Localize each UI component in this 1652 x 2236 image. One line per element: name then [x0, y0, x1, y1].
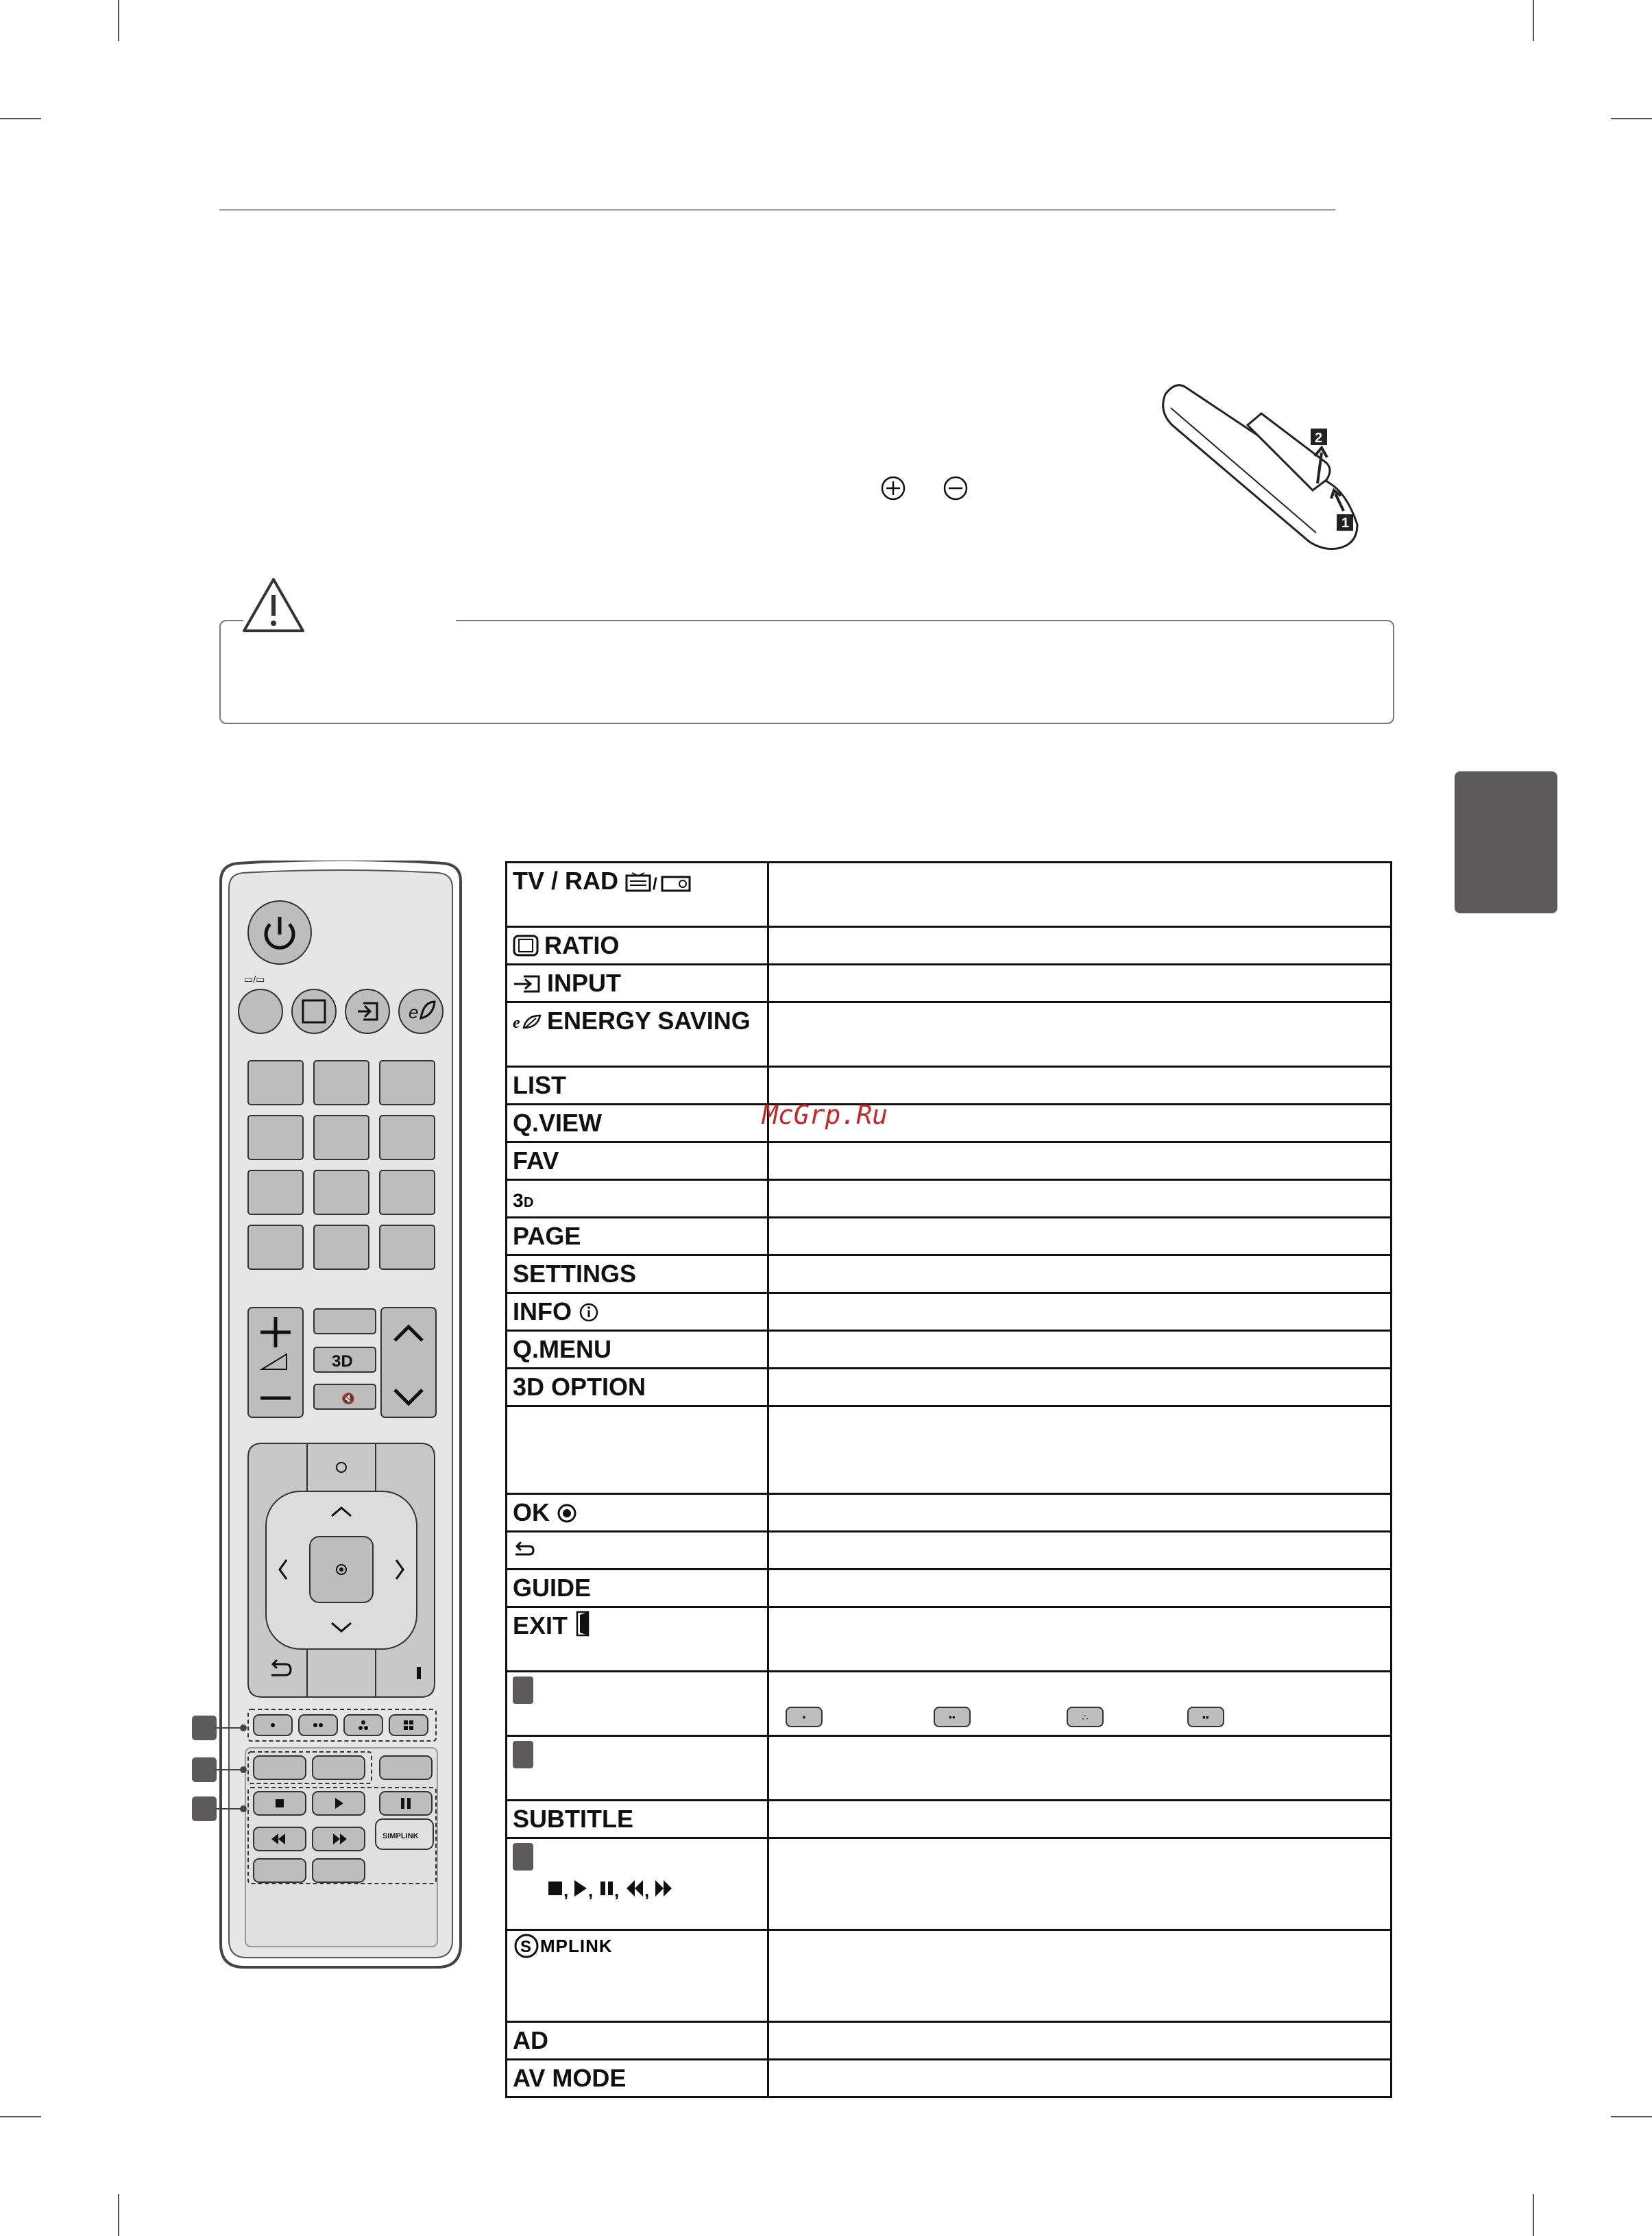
watermark: McGrp.Ru — [762, 1100, 888, 1130]
key-cell — [507, 1105, 768, 1142]
table-row — [507, 1672, 1392, 1736]
key-cell — [507, 1406, 768, 1494]
ratio-icon — [513, 935, 539, 957]
svg-text:▭/▭: ▭/▭ — [244, 974, 265, 985]
svg-text:1: 1 — [1341, 516, 1350, 531]
section-tab — [1455, 771, 1557, 913]
desc-cell — [768, 1801, 1391, 1838]
callout-line — [215, 1769, 243, 1770]
key-cell — [507, 1570, 768, 1607]
minus-icon — [942, 474, 969, 502]
desc-cell — [768, 1002, 1391, 1067]
callout-dot — [240, 1724, 247, 1731]
key-label: 3D OPTION — [513, 1373, 646, 1401]
key-label: Q.MENU — [513, 1335, 611, 1363]
energy-saving-icon — [513, 1011, 542, 1032]
callout-badge-2 — [192, 1757, 217, 1782]
desc-cell — [768, 1736, 1391, 1801]
key-label: Q.VIEW — [513, 1109, 603, 1137]
key-label: GUIDE — [513, 1574, 592, 1602]
svg-text:,: , — [588, 1880, 594, 1901]
key-label: ENERGY SAVING — [547, 1007, 751, 1035]
table-row — [507, 1142, 1392, 1180]
simplink-icon — [513, 1932, 643, 1960]
green-button-icon: •• — [934, 1707, 971, 1727]
table-row — [507, 1406, 1392, 1494]
caution-icon — [241, 576, 306, 634]
callout-badge-3 — [513, 1843, 533, 1871]
playback-icons — [547, 1875, 705, 1902]
desc-cell — [768, 1930, 1391, 2022]
key-cell — [507, 1180, 768, 1218]
table-row — [507, 1801, 1392, 1838]
svg-text:2: 2 — [1315, 431, 1323, 446]
remote-control-illustration — [218, 861, 463, 1971]
table-row — [507, 2060, 1392, 2097]
svg-text:/: / — [653, 875, 657, 892]
desc-cell — [768, 2060, 1391, 2097]
key-description-table — [505, 861, 1392, 2098]
callout-dot — [240, 1805, 247, 1812]
callout-badge-1 — [513, 1676, 533, 1704]
key-cell — [507, 965, 768, 1002]
table-row — [507, 863, 1392, 927]
key-label: LIST — [513, 1071, 566, 1099]
key-cell — [507, 863, 768, 927]
table-row — [507, 1105, 1392, 1142]
svg-text:,: , — [644, 1880, 650, 1901]
desc-cell — [768, 1532, 1391, 1570]
callout-badge-2 — [513, 1741, 533, 1768]
crop-mark — [0, 2116, 41, 2117]
desc-cell — [768, 1369, 1391, 1406]
desc-cell — [768, 1672, 1391, 1736]
table-row — [507, 1369, 1392, 1406]
red-button-icon: • — [786, 1707, 823, 1727]
key-cell — [507, 1672, 768, 1736]
key-cell — [507, 1255, 768, 1293]
table-row — [507, 1002, 1392, 1067]
table-row — [507, 2022, 1392, 2060]
key-cell — [507, 1002, 768, 1067]
key-label: AD — [513, 2026, 548, 2054]
crop-mark — [1533, 0, 1534, 41]
key-cell — [507, 1369, 768, 1406]
tv-radio-icon — [625, 871, 694, 892]
key-label: INFO — [513, 1297, 572, 1325]
desc-cell — [768, 863, 1391, 927]
info-icon — [579, 1302, 599, 1323]
key-cell — [507, 1067, 768, 1105]
crop-mark — [118, 2194, 119, 2236]
svg-text:,: , — [614, 1880, 620, 1901]
key-label: PAGE — [513, 1222, 581, 1250]
table-row — [507, 1607, 1392, 1672]
key-cell — [507, 1801, 768, 1838]
desc-cell — [768, 1331, 1391, 1369]
desc-cell — [768, 1255, 1391, 1293]
desc-cell — [768, 1838, 1391, 1930]
key-label: SETTINGS — [513, 1260, 637, 1288]
svg-text:3: 3 — [513, 1190, 524, 1210]
key-cell — [507, 1607, 768, 1672]
blue-button-icon: ▪▪ — [1187, 1707, 1224, 1727]
key-cell — [507, 2060, 768, 2097]
input-icon — [513, 974, 542, 994]
crop-mark — [118, 0, 119, 41]
desc-cell — [768, 1406, 1391, 1494]
key-cell — [507, 1838, 768, 1930]
svg-text:e: e — [409, 1002, 419, 1022]
key-cell — [507, 1218, 768, 1255]
desc-cell — [768, 1494, 1391, 1532]
key-label: OK — [513, 1498, 550, 1526]
key-cell — [507, 2022, 768, 2060]
key-label: TV / RAD — [513, 867, 619, 895]
key-cell — [507, 1494, 768, 1532]
table-row — [507, 1930, 1392, 2022]
key-cell — [507, 1293, 768, 1331]
svg-text:MPLINK: MPLINK — [540, 1936, 613, 1956]
svg-text:🔇: 🔇 — [341, 1393, 355, 1405]
plus-icon — [879, 474, 907, 502]
exit-icon — [574, 1611, 591, 1637]
table-row — [507, 1532, 1392, 1570]
key-label: INPUT — [547, 969, 621, 997]
desc-cell — [768, 1180, 1391, 1218]
table-row — [507, 1331, 1392, 1369]
desc-cell — [768, 965, 1391, 1002]
desc-cell — [768, 1570, 1391, 1607]
key-cell — [507, 1930, 768, 2022]
table-row — [507, 927, 1392, 965]
desc-cell — [768, 1607, 1391, 1672]
desc-cell — [768, 1293, 1391, 1331]
crop-mark — [1533, 2194, 1534, 2236]
crop-mark — [1611, 2116, 1652, 2117]
table-row — [507, 1180, 1392, 1218]
svg-text:,: , — [563, 1880, 569, 1901]
key-cell — [507, 927, 768, 965]
table-row — [507, 1255, 1392, 1293]
key-cell — [507, 1532, 768, 1570]
desc-cell — [768, 1067, 1391, 1105]
table-row — [507, 1494, 1392, 1532]
key-cell — [507, 1331, 768, 1369]
yellow-button-icon: ∴ — [1067, 1707, 1104, 1727]
battery-cover-illustration — [1158, 381, 1378, 559]
table-row — [507, 1067, 1392, 1105]
callout-line — [215, 1808, 243, 1810]
3d-icon — [513, 1189, 540, 1210]
key-label: AV MODE — [513, 2064, 627, 2092]
table-row — [507, 1838, 1392, 1930]
crop-mark — [0, 118, 41, 119]
svg-text:e: e — [513, 1014, 520, 1032]
crop-mark — [1611, 118, 1652, 119]
key-label: RATIO — [544, 931, 620, 959]
desc-cell — [768, 2022, 1391, 2060]
callout-dot — [240, 1766, 247, 1773]
header-rule — [219, 209, 1335, 211]
key-label: EXIT — [513, 1611, 568, 1639]
desc-cell — [768, 1218, 1391, 1255]
table-row — [507, 1218, 1392, 1255]
svg-text:D: D — [524, 1195, 534, 1210]
key-label: FAV — [513, 1146, 559, 1175]
callout-badge-3 — [192, 1796, 217, 1821]
table-row — [507, 1736, 1392, 1801]
table-row — [507, 1293, 1392, 1331]
remote-simplink-label: SIMPLINK — [382, 1832, 419, 1840]
table-row — [507, 1570, 1392, 1607]
svg-text:S: S — [520, 1938, 532, 1956]
caution-box — [219, 620, 1394, 724]
callout-line — [215, 1727, 243, 1729]
ok-icon — [557, 1503, 577, 1524]
svg-text:3D: 3D — [332, 1352, 353, 1371]
callout-badge-1 — [192, 1716, 217, 1740]
desc-cell — [768, 927, 1391, 965]
key-label: SUBTITLE — [513, 1805, 633, 1833]
back-icon — [513, 1541, 536, 1561]
table-row — [507, 965, 1392, 1002]
key-cell — [507, 1736, 768, 1801]
key-cell — [507, 1142, 768, 1180]
desc-cell — [768, 1142, 1391, 1180]
